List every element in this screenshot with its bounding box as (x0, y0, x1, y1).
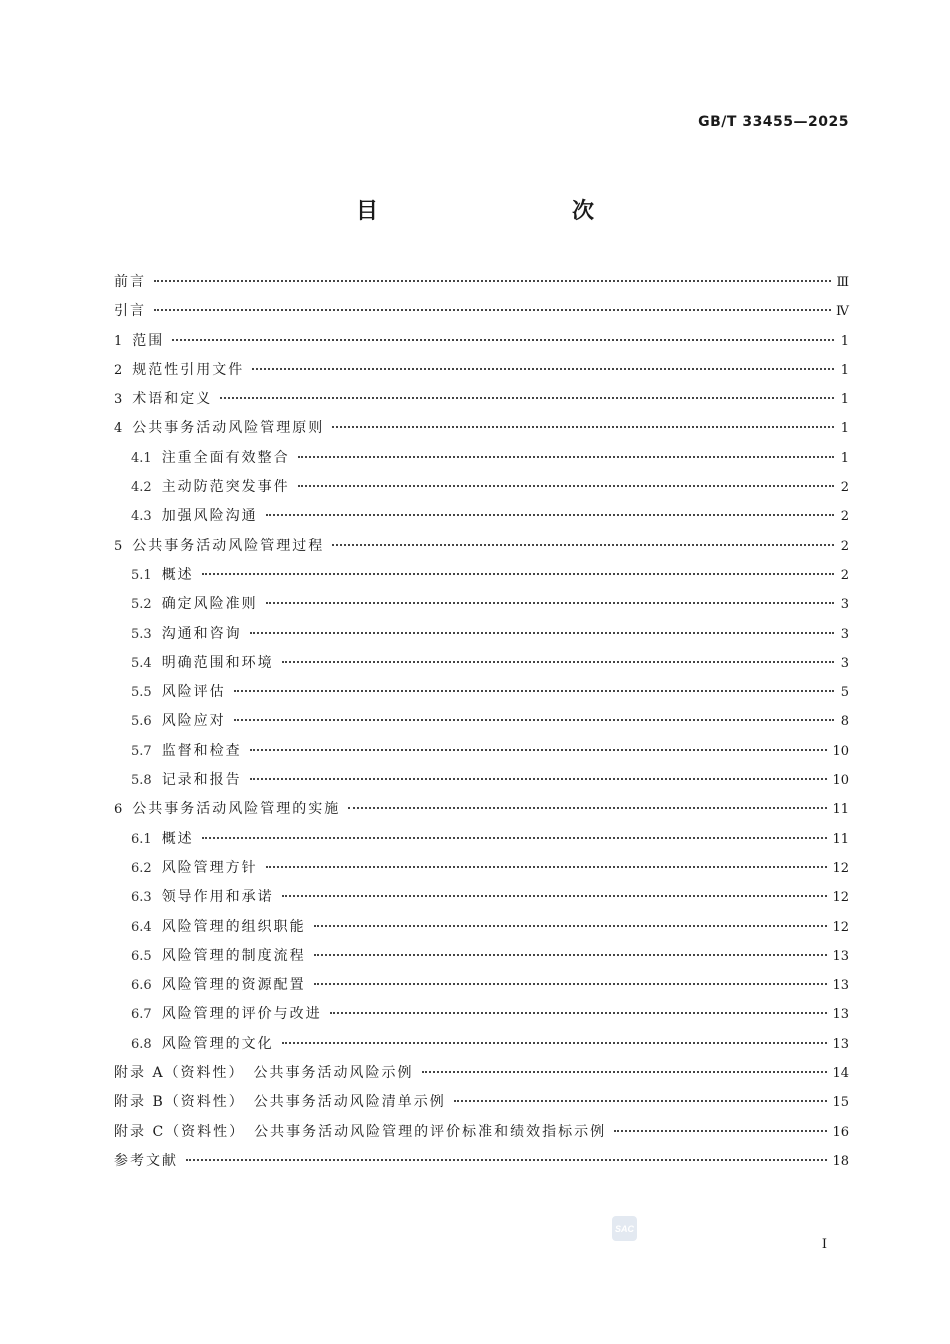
toc-entry[interactable] (114, 414, 849, 443)
dot-leader (614, 1130, 827, 1132)
toc-entry-number: 6.2 (131, 860, 152, 876)
dot-leader (250, 632, 834, 634)
toc-entry-title: 风险评估 (161, 684, 226, 701)
toc-entry-page: 1 (840, 362, 849, 378)
toc-entry-page: 13 (832, 978, 849, 994)
toc-entry-title: 引言 (114, 303, 146, 320)
toc-entry[interactable] (114, 502, 849, 531)
toc-entry[interactable] (114, 590, 849, 619)
page-title: 目 次 (355, 199, 644, 224)
dot-leader (220, 397, 834, 399)
dot-leader (154, 309, 831, 311)
toc-entry-title: 风险管理方针 (161, 859, 258, 876)
toc-entry[interactable] (114, 1118, 849, 1147)
toc-entry-title: 公共事务活动风险管理原则 (132, 420, 325, 437)
toc-entry-number: 6 (114, 802, 123, 818)
dot-leader (454, 1100, 828, 1102)
toc-entry-number: 5.8 (131, 773, 152, 789)
toc-entry-title: 加强风险沟通 (161, 508, 258, 525)
toc-entry[interactable] (114, 1000, 849, 1029)
toc-entry-title: 前言 (114, 274, 146, 290)
toc-entry-number: 2 (114, 362, 123, 378)
toc-entry[interactable] (114, 356, 849, 385)
toc-entry-number: 6.8 (131, 1036, 152, 1052)
toc-entry[interactable] (114, 971, 849, 1000)
toc-entry-title: 明确范围和环境 (161, 654, 274, 671)
toc-entry-title: 风险应对 (161, 713, 226, 730)
toc-entry-page: 15 (832, 1095, 849, 1111)
toc-entry[interactable] (114, 766, 849, 795)
toc-entry[interactable] (114, 854, 849, 883)
toc-entry-page: 2 (840, 538, 849, 554)
dot-leader (314, 954, 828, 956)
dot-leader (250, 749, 828, 751)
toc-entry[interactable] (114, 532, 849, 561)
toc-entry-number: 6.3 (131, 890, 152, 906)
toc-entry[interactable] (114, 825, 849, 854)
toc-entry[interactable] (114, 707, 849, 736)
toc-entry-number: 3 (114, 392, 123, 408)
dot-leader (282, 1042, 828, 1044)
toc-entry-title: 风险管理的资源配置 (161, 977, 306, 994)
toc-entry-title: 公共事务活动风险管理过程 (132, 537, 325, 554)
sac-logo-text: SAC (614, 1224, 635, 1234)
standard-code: GB/T 33455—2025 (698, 114, 849, 130)
toc-entry-title: 注重全面有效整合 (161, 449, 290, 466)
toc-entry-page: 2 (840, 509, 849, 525)
dot-leader (154, 280, 831, 282)
table-of-contents (114, 268, 849, 1176)
toc-entry-page: 2 (840, 480, 849, 496)
toc-entry-page: 11 (832, 831, 849, 847)
dot-leader (298, 456, 834, 458)
dot-leader (250, 778, 828, 780)
toc-entry-page: 3 (840, 655, 849, 671)
toc-entry-number: 6.4 (131, 919, 152, 935)
toc-entry[interactable] (114, 620, 849, 649)
dot-leader (266, 866, 828, 868)
toc-entry-page: 3 (840, 597, 849, 613)
toc-entry-title: 风险管理的组织职能 (161, 918, 306, 935)
dot-leader (332, 426, 834, 428)
dot-leader (266, 514, 834, 516)
toc-entry-number: 5.2 (131, 597, 152, 613)
toc-entry-page: 12 (832, 860, 849, 876)
toc-entry[interactable] (114, 473, 849, 502)
toc-entry-page: 5 (840, 685, 849, 701)
toc-entry-page: 8 (840, 714, 849, 730)
dot-leader (298, 485, 834, 487)
dot-leader (332, 544, 834, 546)
toc-entry-number: 5 (114, 538, 123, 554)
toc-entry[interactable] (114, 385, 849, 414)
toc-entry-number: 4 (114, 421, 123, 437)
toc-entry[interactable] (114, 327, 849, 356)
dot-leader (348, 807, 827, 809)
dot-leader (314, 983, 828, 985)
toc-entry-title: 参考文献 (114, 1152, 178, 1169)
dot-leader (266, 602, 834, 604)
toc-entry-number: 6.6 (131, 978, 152, 994)
toc-entry-title: 风险管理的制度流程 (161, 947, 306, 964)
toc-entry-page: Ⅲ (836, 275, 849, 290)
dot-leader (202, 837, 828, 839)
toc-entry-number: 4.3 (131, 509, 152, 525)
sac-logo-icon (612, 1216, 637, 1241)
toc-entry[interactable] (114, 1088, 849, 1117)
toc-entry-number: 5.1 (131, 567, 152, 583)
toc-entry-page: 1 (840, 421, 849, 437)
toc-entry-page: 1 (840, 333, 849, 349)
toc-entry[interactable] (114, 1030, 849, 1059)
toc-entry-title: 规范性引用文件 (132, 361, 245, 378)
toc-entry-page: 13 (832, 948, 849, 964)
toc-entry[interactable] (114, 737, 849, 766)
dot-leader (172, 339, 834, 341)
toc-entry[interactable] (114, 913, 849, 942)
toc-entry-number: 1 (114, 333, 123, 349)
toc-entry-page: 2 (840, 567, 849, 583)
page-number: Ⅰ (821, 1237, 827, 1252)
toc-entry-title: 风险管理的文化 (161, 1035, 274, 1052)
toc-entry-title: 监督和检查 (161, 742, 242, 759)
toc-entry-page: Ⅳ (836, 304, 849, 320)
toc-entry[interactable] (114, 678, 849, 707)
toc-entry[interactable] (114, 444, 849, 473)
toc-entry-number: 5.4 (131, 655, 152, 671)
toc-entry[interactable] (114, 561, 849, 590)
toc-entry[interactable] (114, 1059, 849, 1088)
toc-entry-page: 3 (840, 626, 849, 642)
toc-entry[interactable] (114, 297, 849, 326)
dot-leader (234, 719, 834, 721)
toc-entry-number: 4.1 (131, 450, 152, 466)
toc-entry-number: 6.1 (131, 831, 152, 847)
toc-entry[interactable] (114, 649, 849, 678)
toc-entry-title: 范围 (132, 332, 165, 349)
dot-leader (202, 573, 834, 575)
toc-entry-title: 主动防范突发事件 (161, 479, 290, 496)
toc-entry-title: 沟通和咨询 (161, 625, 242, 642)
dot-leader (330, 1012, 828, 1014)
toc-entry-number: 5.5 (131, 685, 152, 701)
toc-entry-title: 公共事务活动风险管理的实施 (132, 801, 341, 818)
toc-entry-page: 1 (840, 392, 849, 408)
toc-entry-title: 概述 (161, 566, 194, 583)
toc-entry-number: 4.2 (131, 480, 152, 496)
toc-entry-number: 6.7 (131, 1007, 152, 1023)
toc-entry-page: 16 (832, 1124, 849, 1140)
dot-leader (282, 661, 834, 663)
toc-entry[interactable] (114, 942, 849, 971)
dot-leader (234, 690, 834, 692)
toc-entry-title: 附录 A（资料性） 公共事务活动风险示例 (114, 1065, 414, 1082)
toc-entry-number: 5.6 (131, 714, 152, 730)
toc-entry-title: 风险管理的评价与改进 (161, 1006, 322, 1023)
dot-leader (314, 925, 828, 927)
toc-entry-page: 10 (832, 743, 849, 759)
toc-entry-page: 13 (832, 1007, 849, 1023)
toc-entry-title: 概述 (161, 830, 194, 847)
dot-leader (422, 1071, 828, 1073)
toc-entry-page: 13 (832, 1036, 849, 1052)
toc-entry-number: 5.3 (131, 626, 152, 642)
toc-entry-title: 术语和定义 (132, 391, 213, 408)
dot-leader (252, 368, 834, 370)
toc-entry-page: 1 (840, 450, 849, 466)
toc-entry[interactable] (114, 1147, 849, 1176)
toc-entry-title: 记录和报告 (161, 772, 242, 789)
toc-entry-page: 10 (832, 773, 849, 789)
toc-entry-page: 12 (832, 890, 849, 906)
toc-entry-title: 附录 B（资料性） 公共事务活动风险清单示例 (114, 1094, 446, 1111)
toc-entry-number: 5.7 (131, 743, 152, 759)
toc-entry-page: 11 (832, 802, 849, 818)
dot-leader (282, 895, 828, 897)
toc-entry-title: 确定风险准则 (161, 596, 258, 613)
toc-entry-title: 领导作用和承诺 (161, 889, 274, 906)
toc-entry-number: 6.5 (131, 948, 152, 964)
toc-entry-page: 12 (832, 919, 849, 935)
toc-entry[interactable] (114, 883, 849, 912)
toc-entry[interactable] (114, 795, 849, 824)
toc-entry-title: 附录 C（资料性） 公共事务活动风险管理的评价标准和绩效指标示例 (114, 1123, 607, 1140)
toc-entry-page: 18 (832, 1153, 849, 1169)
toc-entry[interactable] (114, 268, 849, 297)
toc-entry-page: 14 (832, 1066, 849, 1082)
dot-leader (186, 1159, 827, 1161)
